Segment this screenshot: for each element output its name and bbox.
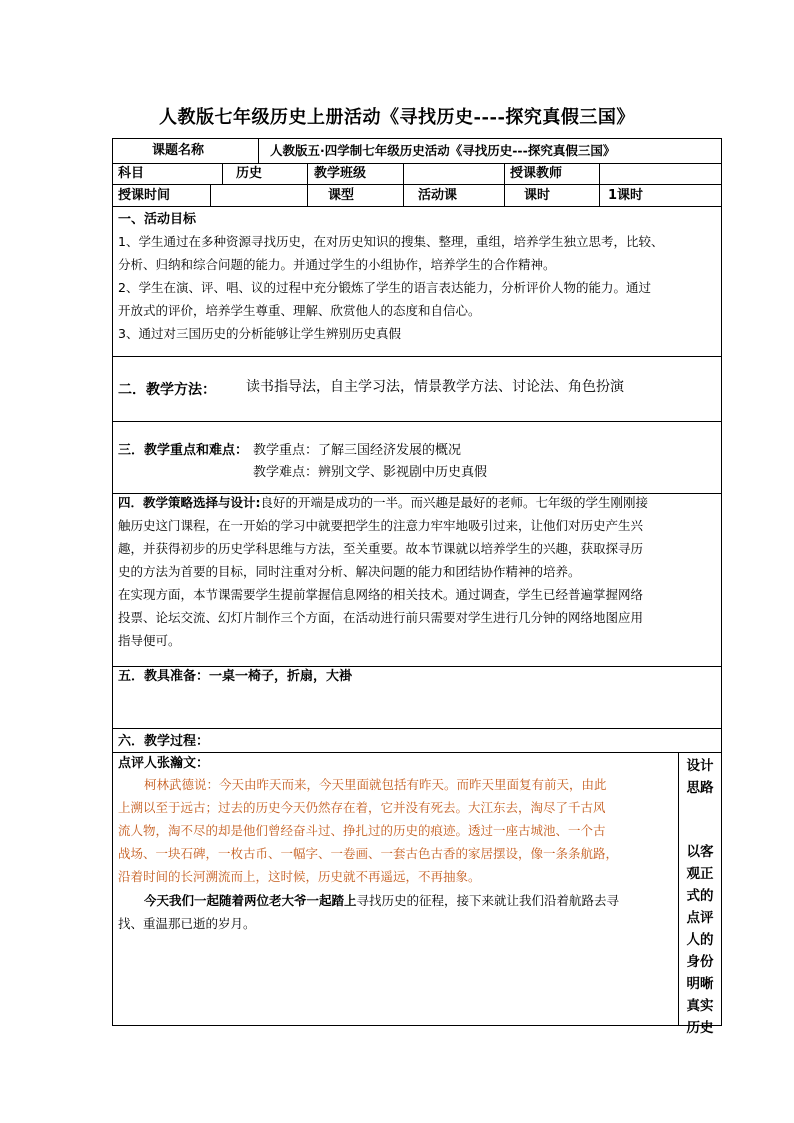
teacher-label: 授课教师 [510,166,563,181]
strategy-text: 良好的开端是成功的一半。而兴趣是最好的老师。七年级的学生刚刚接 [260,495,649,510]
strategy-line: 趣，并获得初步的历史学科思维与方法，至关重要。故本节课就以培养学生的兴趣，获取探寻历 [118,541,644,556]
quote-line: 上溯以至于远古；过去的历史今天仍然存在着，它并没有死去。大江东去，淘尽了千古风 [118,800,606,815]
topic-label: 课题名称 [152,143,205,158]
design-idea-char: 设计 [686,758,714,774]
process-heading: 六．教学过程： [118,734,210,749]
class-label: 教学班级 [314,166,367,181]
quote-line: 战场、一块石碑，一枚古币、一幅字、一卷画、一套古色古香的家居摆设，像一条条航路， [118,846,619,861]
objectives-line: 2、学生在演、评、唱、议的过程中充分锻炼了学生的语言表达能力，分析评价人物的能力。通过 [118,280,651,295]
intro-line-2: 找、重温那已逝的岁月。 [118,916,256,931]
design-idea-char: 真实 [686,998,714,1014]
objectives-line: 分析、归纳和综合问题的能力。并通过学生的小组协作，培养学生的合作精神。 [118,257,556,272]
type-label-cell [307,184,404,207]
methods-heading: 二．教学方法： [118,382,216,398]
design-idea-char: 观正 [686,866,714,882]
design-idea-char: 人的 [686,932,714,948]
materials-content: 一桌一椅子，折扇，大褂 [209,669,353,684]
time-value-cell [210,184,308,207]
intro-bold-text: 今天我们一起随着两位老大爷一起踏上 [144,893,357,908]
objectives-line: 3、通过对三国历史的分析能够让学生辨别历史真假 [118,326,401,341]
key-points-heading: 三．教学重点和难点： [118,443,249,458]
design-idea-char: 思路 [686,780,714,796]
type-value: 活动课 [418,188,458,203]
hours-label: 课时 [524,188,551,203]
topic-value: 人教版五·四学制七年级历史活动《寻找历史---探究真假三国》 [270,143,616,158]
document-title: 人教版七年级历史上册活动《寻找历史----探究真假三国》 [159,107,635,128]
quote-line: 流人物，淘不尽的却是他们曾经奋斗过、挣扎过的历史的痕迹。透过一座古城池、一个古 [118,823,606,838]
teaching-difficulty: 教学难点：辨别文学、影视剧中历史真假 [253,465,488,480]
objectives-line: 开放式的评价，培养学生尊重、理解、欣赏他人的态度和自信心。 [118,303,481,318]
materials-line [118,668,352,686]
design-idea-char: 历史 [686,1020,714,1036]
hours-label-cell [504,184,600,207]
intro-text: 寻找历史的征程，接下来就让我们沿着航路去寻 [356,893,620,908]
intro-line [144,890,619,912]
teacher-value-cell [599,163,722,185]
design-idea-char: 身份 [686,954,714,970]
design-idea-text [680,755,720,1039]
subject-label: 科目 [118,166,145,181]
design-idea-char: 式的 [686,888,714,904]
design-idea-spacer [680,799,720,841]
strategy-line: 指导便可。 [118,633,181,648]
subject-value: 历史 [236,166,263,181]
methods-content: 读书指导法，自主学习法，情景教学方法、讨论法、角色扮演 [246,379,624,395]
quote-line: 沿着时间的长河溯流而上，这时候，历史就不再遥远，不再抽象。 [118,869,481,884]
objectives-line: 1、学生通过在多种资源寻找历史，在对历史知识的搜集、整理，重组，培养学生独立思考，比较、 [118,234,664,249]
reviewer-name: 点评人张瀚文： [118,756,210,771]
design-idea-char: 以客 [686,844,714,860]
class-value-cell [403,163,505,185]
strategy-line: 在实现方面，本节课需要学生提前掌握信息网络的相关技术。通过调查，学生已经普遍掌握网络 [118,587,644,602]
design-idea-char: 明晰 [686,976,714,992]
strategy-first-line [118,492,648,514]
quote-line: 柯林武德说：今天由昨天而来，今天里面就包括有昨天。而昨天里面复有前天，由此 [144,777,607,792]
strategy-line: 史的方法为首要的目标，同时注重对分析、解决问题的能力和团结协作精神的培养。 [118,564,581,579]
strategy-heading: 四．教学策略选择与设计: [118,495,261,510]
subject-value-cell [222,163,308,185]
hours-value: 1课时 [608,188,644,203]
type-label: 课型 [328,188,355,203]
design-idea-char: 点评 [686,910,714,926]
strategy-line: 触历史这门课程，在一开始的学习中就要把学生的注意力牢牢地吸引过来，让他们对历史产生兴 [118,518,644,533]
time-label: 授课时间 [118,188,171,203]
teaching-key-point: 教学重点：了解三国经济发展的概况 [253,443,462,458]
objectives-heading: 一、活动目标 [118,212,197,227]
materials-heading: 五．教具准备： [118,669,210,684]
lesson-plan-table [112,138,722,1036]
strategy-line: 投票、论坛交流、幻灯片制作三个方面，在活动进行前只需要对学生进行几分钟的网络地图应用 [118,610,644,625]
